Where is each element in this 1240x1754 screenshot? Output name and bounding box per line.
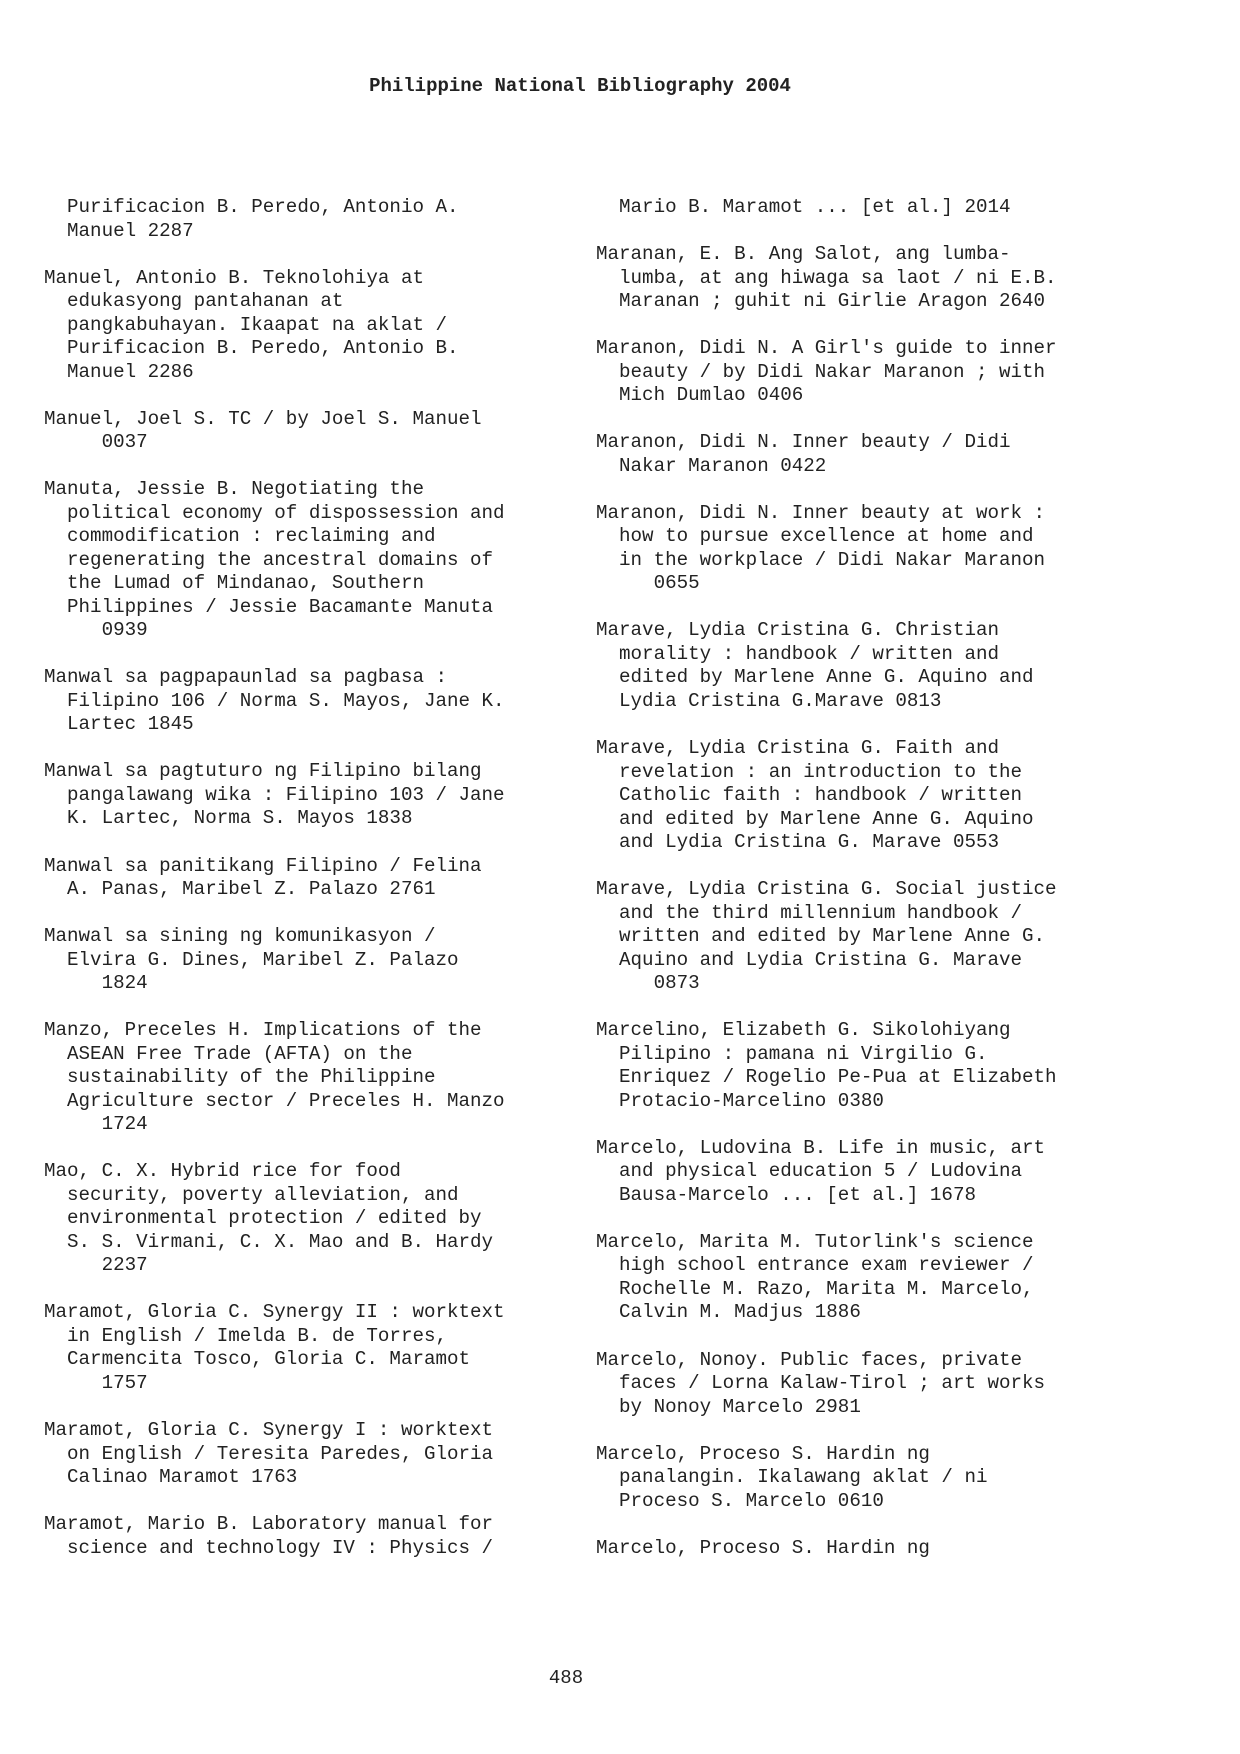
bibliography-entry: Marcelo, Marita M. Tutorlink's science high school entrance exam reviewer / Rochelle M. Razo, Marita M. Marcelo, Calvin M. Madjus 1886: [596, 1230, 1034, 1324]
bibliography-entry: Mario B. Maramot ... [et al.] 2014: [596, 196, 1011, 218]
page-number: 488: [548, 1667, 584, 1689]
bibliography-entry: Manwal sa panitikang Filipino / Felina A. Panas, Maribel Z. Palazo 2761: [44, 854, 482, 901]
right-column: [596, 196, 1136, 1584]
page-title: Philippine National Bibliography 2004: [369, 75, 791, 97]
bibliography-entry: Maranon, Didi N. Inner beauty at work : how to pursue excellence at home and in the workplace / Didi Nakar Maranon 0655: [596, 501, 1046, 595]
bibliography-entry: Manuta, Jessie B. Negotiating the political economy of dispossession and commodification : reclaiming and regenerating the ancestral domains of the Lumad of Mindanao, Southern Philippines / Jessie Bacamante Manuta 0939: [44, 478, 505, 642]
bibliography-entry: Maranon, Didi N. Inner beauty / Didi Nakar Maranon 0422: [596, 431, 1011, 477]
bibliography-entry: Marave, Lydia Cristina G. Christian morality : handbook / written and edited by Marlene Anne G. Aquino and Lydia Cristina G.Marave 0813: [596, 619, 1034, 712]
bibliography-entry: Manwal sa sining ng komunikasyon / Elvira G. Dines, Maribel Z. Palazo 1824: [44, 925, 459, 995]
bibliography-entry: Manzo, Preceles H. Implications of the ASEAN Free Trade (AFTA) on the sustainability of the Philippine Agriculture sector / Preceles H. Manzo 1724: [44, 1019, 505, 1136]
bibliography-entry: Manwal sa pagpapaunlad sa pagbasa : Filipino 106 / Norma S. Mayos, Jane K. Lartec 1845: [44, 666, 505, 736]
bibliography-entry: Manuel, Joel S. TC / by Joel S. Manuel 0037: [44, 407, 482, 454]
bibliography-entry: Marave, Lydia Cristina G. Faith and revelation : an introduction to the Catholic faith : handbook / written and edited by Marlene Anne G. Aquino and Lydia Cristina G. Marave 0553: [596, 737, 1034, 854]
bibliography-entry: Purificacion B. Peredo, Antonio A. Manuel 2287: [67, 196, 459, 242]
bibliography-entry: Maramot, Gloria C. Synergy II : worktext in English / Imelda B. de Torres, Carmencita Tosco, Gloria C. Maramot 1757: [44, 1301, 505, 1394]
bibliography-entry: Maramot, Gloria C. Synergy I : worktext on English / Teresita Paredes, Gloria Calinao Maramot 1763: [44, 1419, 494, 1489]
bibliography-entry: Manwal sa pagtuturo ng Filipino bilang pangalawang wika : Filipino 103 / Jane K. Lartec, Norma S. Mayos 1838: [44, 760, 505, 830]
bibliography-entry: Mao, C. X. Hybrid rice for food security, poverty alleviation, and environmental protection / edited by S. S. Virmani, C. X. Mao and B. Hardy 2237: [44, 1160, 494, 1277]
bibliography-entry: Manuel, Antonio B. Teknolohiya at edukasyong pantahanan at pangkabuhayan. Ikaapat na aklat / Purificacion B. Peredo, Antonio B. Manuel 2286: [44, 266, 459, 383]
bibliography-entry: Maramot, Mario B. Laboratory manual for science and technology IV : Physics /: [44, 1513, 494, 1559]
left-column: [44, 196, 584, 1584]
bibliography-entry: Marave, Lydia Cristina G. Social justice and the third millennium handbook / written and edited by Marlene Anne G. Aquino and Lydia Cristina G. Marave 0873: [596, 878, 1057, 995]
bibliography-entry: Maranan, E. B. Ang Salot, ang lumba- lumba, at ang hiwaga sa laot / ni E.B. Maranan ; guhit ni Girlie Aragon 2640: [596, 243, 1057, 313]
bibliography-entry: Marcelo, Proceso S. Hardin ng: [596, 1536, 930, 1559]
bibliography-entry: Maranon, Didi N. A Girl's guide to inner beauty / by Didi Nakar Maranon ; with Mich Dumlao 0406: [596, 337, 1057, 407]
bibliography-entry: Marcelino, Elizabeth G. Sikolohiyang Pilipino : pamana ni Virgilio G. Enriquez / Rogelio Pe-Pua at Elizabeth Protacio-Marcelino 0380: [596, 1019, 1057, 1112]
bibliography-entry: Marcelo, Proceso S. Hardin ng panalangin. Ikalawang aklat / ni Proceso S. Marcelo 0610: [596, 1442, 988, 1512]
bibliography-entry: Marcelo, Nonoy. Public faces, private faces / Lorna Kalaw-Tirol ; art works by Nonoy Marcelo 2981: [596, 1348, 1046, 1418]
bibliography-entry: Marcelo, Ludovina B. Life in music, art and physical education 5 / Ludovina Bausa-Marcelo ... [et al.] 1678: [596, 1136, 1046, 1206]
